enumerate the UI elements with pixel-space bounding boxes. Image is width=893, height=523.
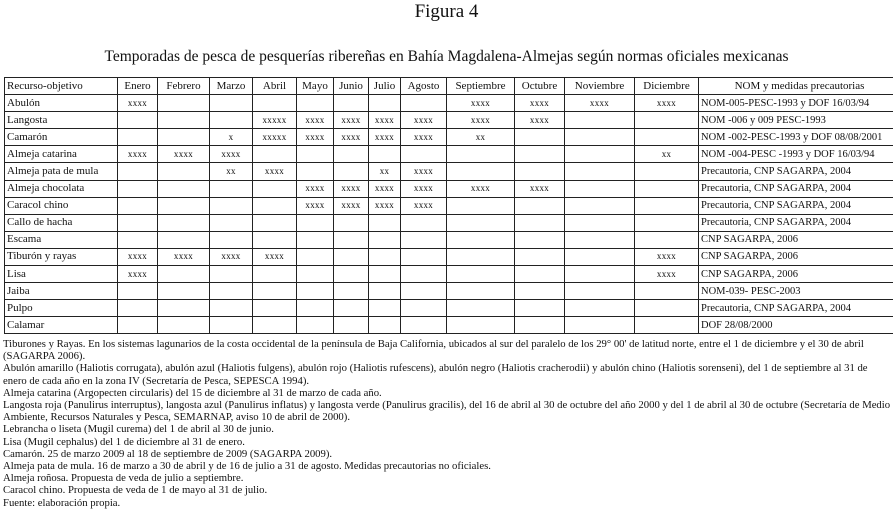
resource-name: Abulón [5, 95, 118, 112]
season-cell [158, 180, 210, 197]
season-cell [118, 214, 158, 231]
resource-name: Caracol chino [5, 197, 118, 214]
table-row [5, 95, 893, 112]
season-cell [565, 266, 635, 283]
season-cell [635, 214, 699, 231]
season-cell [635, 283, 699, 300]
footnote: Almeja roñosa. Propuesta de veda de julio a septiembre. [3, 472, 244, 485]
resource-name: Langosta [5, 112, 118, 129]
season-cell: xxxx [565, 95, 635, 112]
season-cell: xxxx [515, 180, 565, 197]
norm-cell: NOM-005-PESC-1993 y DOF 16/03/94 [699, 95, 893, 112]
season-cell [515, 283, 565, 300]
season-cell: xxxx [158, 146, 210, 163]
season-cell [118, 197, 158, 214]
season-cell [401, 214, 447, 231]
season-cell [635, 231, 699, 248]
resource-name: Calamar [5, 317, 118, 334]
season-cell [369, 248, 401, 265]
resource-name: Callo de hacha [5, 214, 118, 231]
season-cell [297, 266, 334, 283]
season-cell [565, 112, 635, 129]
column-header-month: Marzo [210, 78, 253, 95]
season-cell [297, 95, 334, 112]
season-cell [158, 129, 210, 146]
season-cell [210, 180, 253, 197]
season-cell: xxxx [334, 112, 369, 129]
season-cell [253, 180, 297, 197]
season-cell [565, 180, 635, 197]
footnote: Caracol chino. Propuesta de veda de 1 de mayo al 31 de julio. [3, 484, 268, 497]
season-cell [447, 214, 515, 231]
column-header-month: Agosto [401, 78, 447, 95]
season-cell [334, 317, 369, 334]
season-cell: xxxx [334, 197, 369, 214]
season-cell [447, 300, 515, 317]
season-cell: xxxx [515, 95, 565, 112]
season-cell [515, 197, 565, 214]
season-cell [210, 283, 253, 300]
season-cell [565, 283, 635, 300]
season-cell [401, 300, 447, 317]
table-row [5, 129, 893, 146]
season-cell [158, 283, 210, 300]
season-cell [401, 231, 447, 248]
season-cell [369, 317, 401, 334]
season-cell [118, 231, 158, 248]
season-cell [565, 163, 635, 180]
season-cell: xxxx [401, 163, 447, 180]
column-header-month: Febrero [158, 78, 210, 95]
table-row [5, 283, 893, 300]
resource-name: Pulpo [5, 300, 118, 317]
column-header-month: Junio [334, 78, 369, 95]
source-note: Fuente: elaboración propia. [3, 496, 121, 509]
column-header-month: Abril [253, 78, 297, 95]
column-header-month: Diciembre [635, 78, 699, 95]
season-cell [118, 300, 158, 317]
season-cell [334, 300, 369, 317]
season-cell [158, 163, 210, 180]
table-header-row [5, 78, 893, 95]
season-cell: xxxx [369, 197, 401, 214]
season-cell [565, 231, 635, 248]
norm-cell: Precautoria, CNP SAGARPA, 2004 [699, 300, 893, 317]
column-header-resource: Recurso-objetivo [5, 78, 118, 95]
season-cell [210, 317, 253, 334]
season-cell [158, 214, 210, 231]
footnote: Almeja catarina (Argopecten circularis) del 15 de diciembre al 31 de marzo de cada año. [3, 386, 382, 399]
season-cell [565, 129, 635, 146]
season-cell [369, 300, 401, 317]
season-cell [253, 146, 297, 163]
norm-cell: CNP SAGARPA, 2006 [699, 248, 893, 265]
table-row [5, 317, 893, 334]
season-cell: xxxx [118, 266, 158, 283]
season-cell: xxxx [401, 129, 447, 146]
season-cell [158, 231, 210, 248]
season-cell [297, 231, 334, 248]
season-cell [334, 146, 369, 163]
season-cell: xxxx [297, 112, 334, 129]
season-cell [253, 317, 297, 334]
season-cell [447, 317, 515, 334]
season-cell: xxxx [297, 180, 334, 197]
norm-cell: NOM-039- PESC-2003 [699, 283, 893, 300]
season-cell: xxxx [253, 163, 297, 180]
footnote: Lisa (Mugil cephalus) del 1 de diciembre al 31 de enero. [3, 435, 245, 448]
season-cell [253, 283, 297, 300]
season-cell: xx [447, 129, 515, 146]
footnote: Almeja pata de mula. 16 de marzo a 30 de abril y de 16 de julio a 31 de agosto. Medidas precautorias no oficiales. [3, 460, 491, 473]
season-cell [118, 180, 158, 197]
season-cell [158, 197, 210, 214]
season-cell: xx [369, 163, 401, 180]
season-cell [515, 129, 565, 146]
season-cell [401, 317, 447, 334]
season-cell: xxxx [334, 129, 369, 146]
season-cell [369, 283, 401, 300]
norm-cell: NOM -002-PESC-1993 y DOF 08/08/2001 [699, 129, 893, 146]
season-cell [118, 129, 158, 146]
season-cell [447, 266, 515, 283]
season-cell [158, 112, 210, 129]
season-cell [297, 283, 334, 300]
season-cell [210, 95, 253, 112]
season-cell [158, 266, 210, 283]
table-row [5, 112, 893, 129]
season-cell [447, 197, 515, 214]
resource-name: Almeja chocolata [5, 180, 118, 197]
footnotes [3, 338, 891, 509]
season-cell [334, 283, 369, 300]
season-cell [210, 266, 253, 283]
season-cell [118, 112, 158, 129]
season-cell [253, 95, 297, 112]
resource-name: Almeja pata de mula [5, 163, 118, 180]
season-cell [297, 214, 334, 231]
season-cell [515, 163, 565, 180]
season-cell: xxxx [118, 146, 158, 163]
season-cell [447, 248, 515, 265]
season-cell [253, 214, 297, 231]
season-cell [210, 300, 253, 317]
resource-name: Lisa [5, 266, 118, 283]
season-cell [447, 146, 515, 163]
season-cell [515, 214, 565, 231]
season-cell [515, 266, 565, 283]
table-row [5, 266, 893, 283]
table-row [5, 163, 893, 180]
column-header-month: Octubre [515, 78, 565, 95]
season-cell: xxxx [253, 248, 297, 265]
table-row [5, 300, 893, 317]
season-cell: xxxx [401, 180, 447, 197]
season-cell: xxxx [369, 180, 401, 197]
season-cell [515, 146, 565, 163]
season-cell [158, 95, 210, 112]
season-cell [401, 95, 447, 112]
season-cell [515, 248, 565, 265]
season-cell [565, 300, 635, 317]
season-cell: xxxxx [253, 129, 297, 146]
season-cell [369, 214, 401, 231]
season-cell [369, 95, 401, 112]
norm-cell: CNP SAGARPA, 2006 [699, 266, 893, 283]
season-cell [635, 300, 699, 317]
column-header-norm: NOM y medidas precautorias [699, 78, 893, 95]
season-cell [118, 163, 158, 180]
season-cell [158, 300, 210, 317]
table-row [5, 214, 893, 231]
column-header-month: Julio [369, 78, 401, 95]
season-cell: xxxx [447, 95, 515, 112]
footnote: Langosta roja (Panulirus interruptus), langosta azul (Panulirus inflatus) y langosta verde (Panulirus gracilis), del 16 de abril al 30 de octubre del año 2000 y del 1 de abril al 30 de octubre (Secretaría de Medio Ambiente, Recursos Naturales y Pesca, SEMARNAP, aviso 10 de abril de 2000). [3, 399, 891, 424]
season-cell [297, 317, 334, 334]
footnote: Abulón amarillo (Haliotis corrugata), abulón azul (Haliotis fulgens), abulón rojo (Haliotis rufescens), abulón negro (Haliotis cracherodii) y abulón chino (Haliotis sorenseni), del 1 de septiembre al 31 de enero de cada año en la zona IV (Secretaría de Pesca, SEPESCA 1994). [3, 362, 868, 387]
season-cell [253, 231, 297, 248]
season-cell [369, 146, 401, 163]
season-cell: xxxxx [253, 112, 297, 129]
table-row [5, 180, 893, 197]
norm-cell: DOF 28/08/2000 [699, 317, 893, 334]
season-cell [565, 317, 635, 334]
season-cell [334, 266, 369, 283]
column-header-month: Noviembre [565, 78, 635, 95]
season-cell: xxxx [158, 248, 210, 265]
season-cell [565, 197, 635, 214]
season-cell [401, 283, 447, 300]
season-cell [515, 317, 565, 334]
season-cell: xxxx [210, 146, 253, 163]
season-cell [401, 248, 447, 265]
norm-cell: Precautoria, CNP SAGARPA, 2004 [699, 163, 893, 180]
norm-cell: Precautoria, CNP SAGARPA, 2004 [699, 180, 893, 197]
season-cell [334, 248, 369, 265]
fishing-seasons-table [4, 77, 893, 334]
season-cell [447, 283, 515, 300]
season-cell [334, 163, 369, 180]
column-header-month: Septiembre [447, 78, 515, 95]
season-cell [210, 231, 253, 248]
table-caption: Temporadas de pesca de pesquerías ribereñas en Bahía Magdalena-Almejas según normas oficiales mexicanas [104, 48, 789, 65]
norm-cell: Precautoria, CNP SAGARPA, 2004 [699, 197, 893, 214]
table-row [5, 146, 893, 163]
season-cell [118, 283, 158, 300]
season-cell [369, 231, 401, 248]
footnote: Camarón. 25 de marzo 2009 al 18 de septiembre de 2009 (SAGARPA 2009). [3, 447, 333, 460]
season-cell [253, 197, 297, 214]
season-cell [515, 300, 565, 317]
norm-cell: CNP SAGARPA, 2006 [699, 231, 893, 248]
season-cell: xxxx [297, 129, 334, 146]
season-cell: xxxx [118, 248, 158, 265]
season-cell [635, 180, 699, 197]
season-cell: xxxx [369, 129, 401, 146]
season-cell [334, 214, 369, 231]
season-cell [297, 163, 334, 180]
norm-cell: NOM -004-PESC -1993 y DOF 16/03/94 [699, 146, 893, 163]
season-cell [158, 317, 210, 334]
season-cell [635, 197, 699, 214]
column-header-month: Enero [118, 78, 158, 95]
season-cell: xxxx [369, 112, 401, 129]
resource-name: Jaiba [5, 283, 118, 300]
season-cell [253, 266, 297, 283]
season-cell [118, 317, 158, 334]
season-cell [635, 317, 699, 334]
season-cell [515, 231, 565, 248]
season-cell [565, 248, 635, 265]
season-cell [565, 214, 635, 231]
season-cell: xxxx [297, 197, 334, 214]
season-cell: xx [210, 163, 253, 180]
season-cell: xxxx [210, 248, 253, 265]
resource-name: Almeja catarina [5, 146, 118, 163]
season-cell: xxxx [401, 112, 447, 129]
season-cell: xxxx [635, 95, 699, 112]
footnote: Tiburones y Rayas. En los sistemas lagunarios de la costa occidental de la península de Baja California, ubicados al sur del paralelo de los 29° 00' de latitud norte, entre el 1 de diciembre y el 30 de abril (SAGARPA 2006). [3, 338, 864, 363]
resource-name: Escama [5, 231, 118, 248]
season-cell: xx [635, 146, 699, 163]
season-cell: xxxx [635, 248, 699, 265]
season-cell [635, 163, 699, 180]
season-cell [297, 248, 334, 265]
season-cell: x [210, 129, 253, 146]
figure-title: Figura 4 [414, 1, 479, 22]
season-cell [210, 214, 253, 231]
table-row [5, 197, 893, 214]
resource-name: Tiburón y rayas [5, 248, 118, 265]
column-header-month: Mayo [297, 78, 334, 95]
season-cell [401, 266, 447, 283]
season-cell: xxxx [447, 180, 515, 197]
season-cell [210, 197, 253, 214]
season-cell: xxxx [447, 112, 515, 129]
season-cell: xxxx [635, 266, 699, 283]
season-cell [253, 300, 297, 317]
season-cell [447, 163, 515, 180]
season-cell [210, 112, 253, 129]
season-cell: xxxx [118, 95, 158, 112]
season-cell [297, 146, 334, 163]
season-cell [334, 95, 369, 112]
season-cell: xxxx [334, 180, 369, 197]
season-cell [635, 112, 699, 129]
season-cell [334, 231, 369, 248]
norm-cell: NOM -006 y 009 PESC-1993 [699, 112, 893, 129]
season-cell [447, 231, 515, 248]
table-row [5, 248, 893, 265]
table-row [5, 231, 893, 248]
footnote: Lebrancha o liseta (Mugil curema) del 1 de abril al 30 de junio. [3, 423, 274, 436]
season-cell: xxxx [401, 197, 447, 214]
norm-cell: Precautoria, CNP SAGARPA, 2004 [699, 214, 893, 231]
season-cell [565, 146, 635, 163]
season-cell [297, 300, 334, 317]
season-cell [401, 146, 447, 163]
season-cell [635, 129, 699, 146]
resource-name: Camarón [5, 129, 118, 146]
season-cell: xxxx [515, 112, 565, 129]
season-cell [369, 266, 401, 283]
